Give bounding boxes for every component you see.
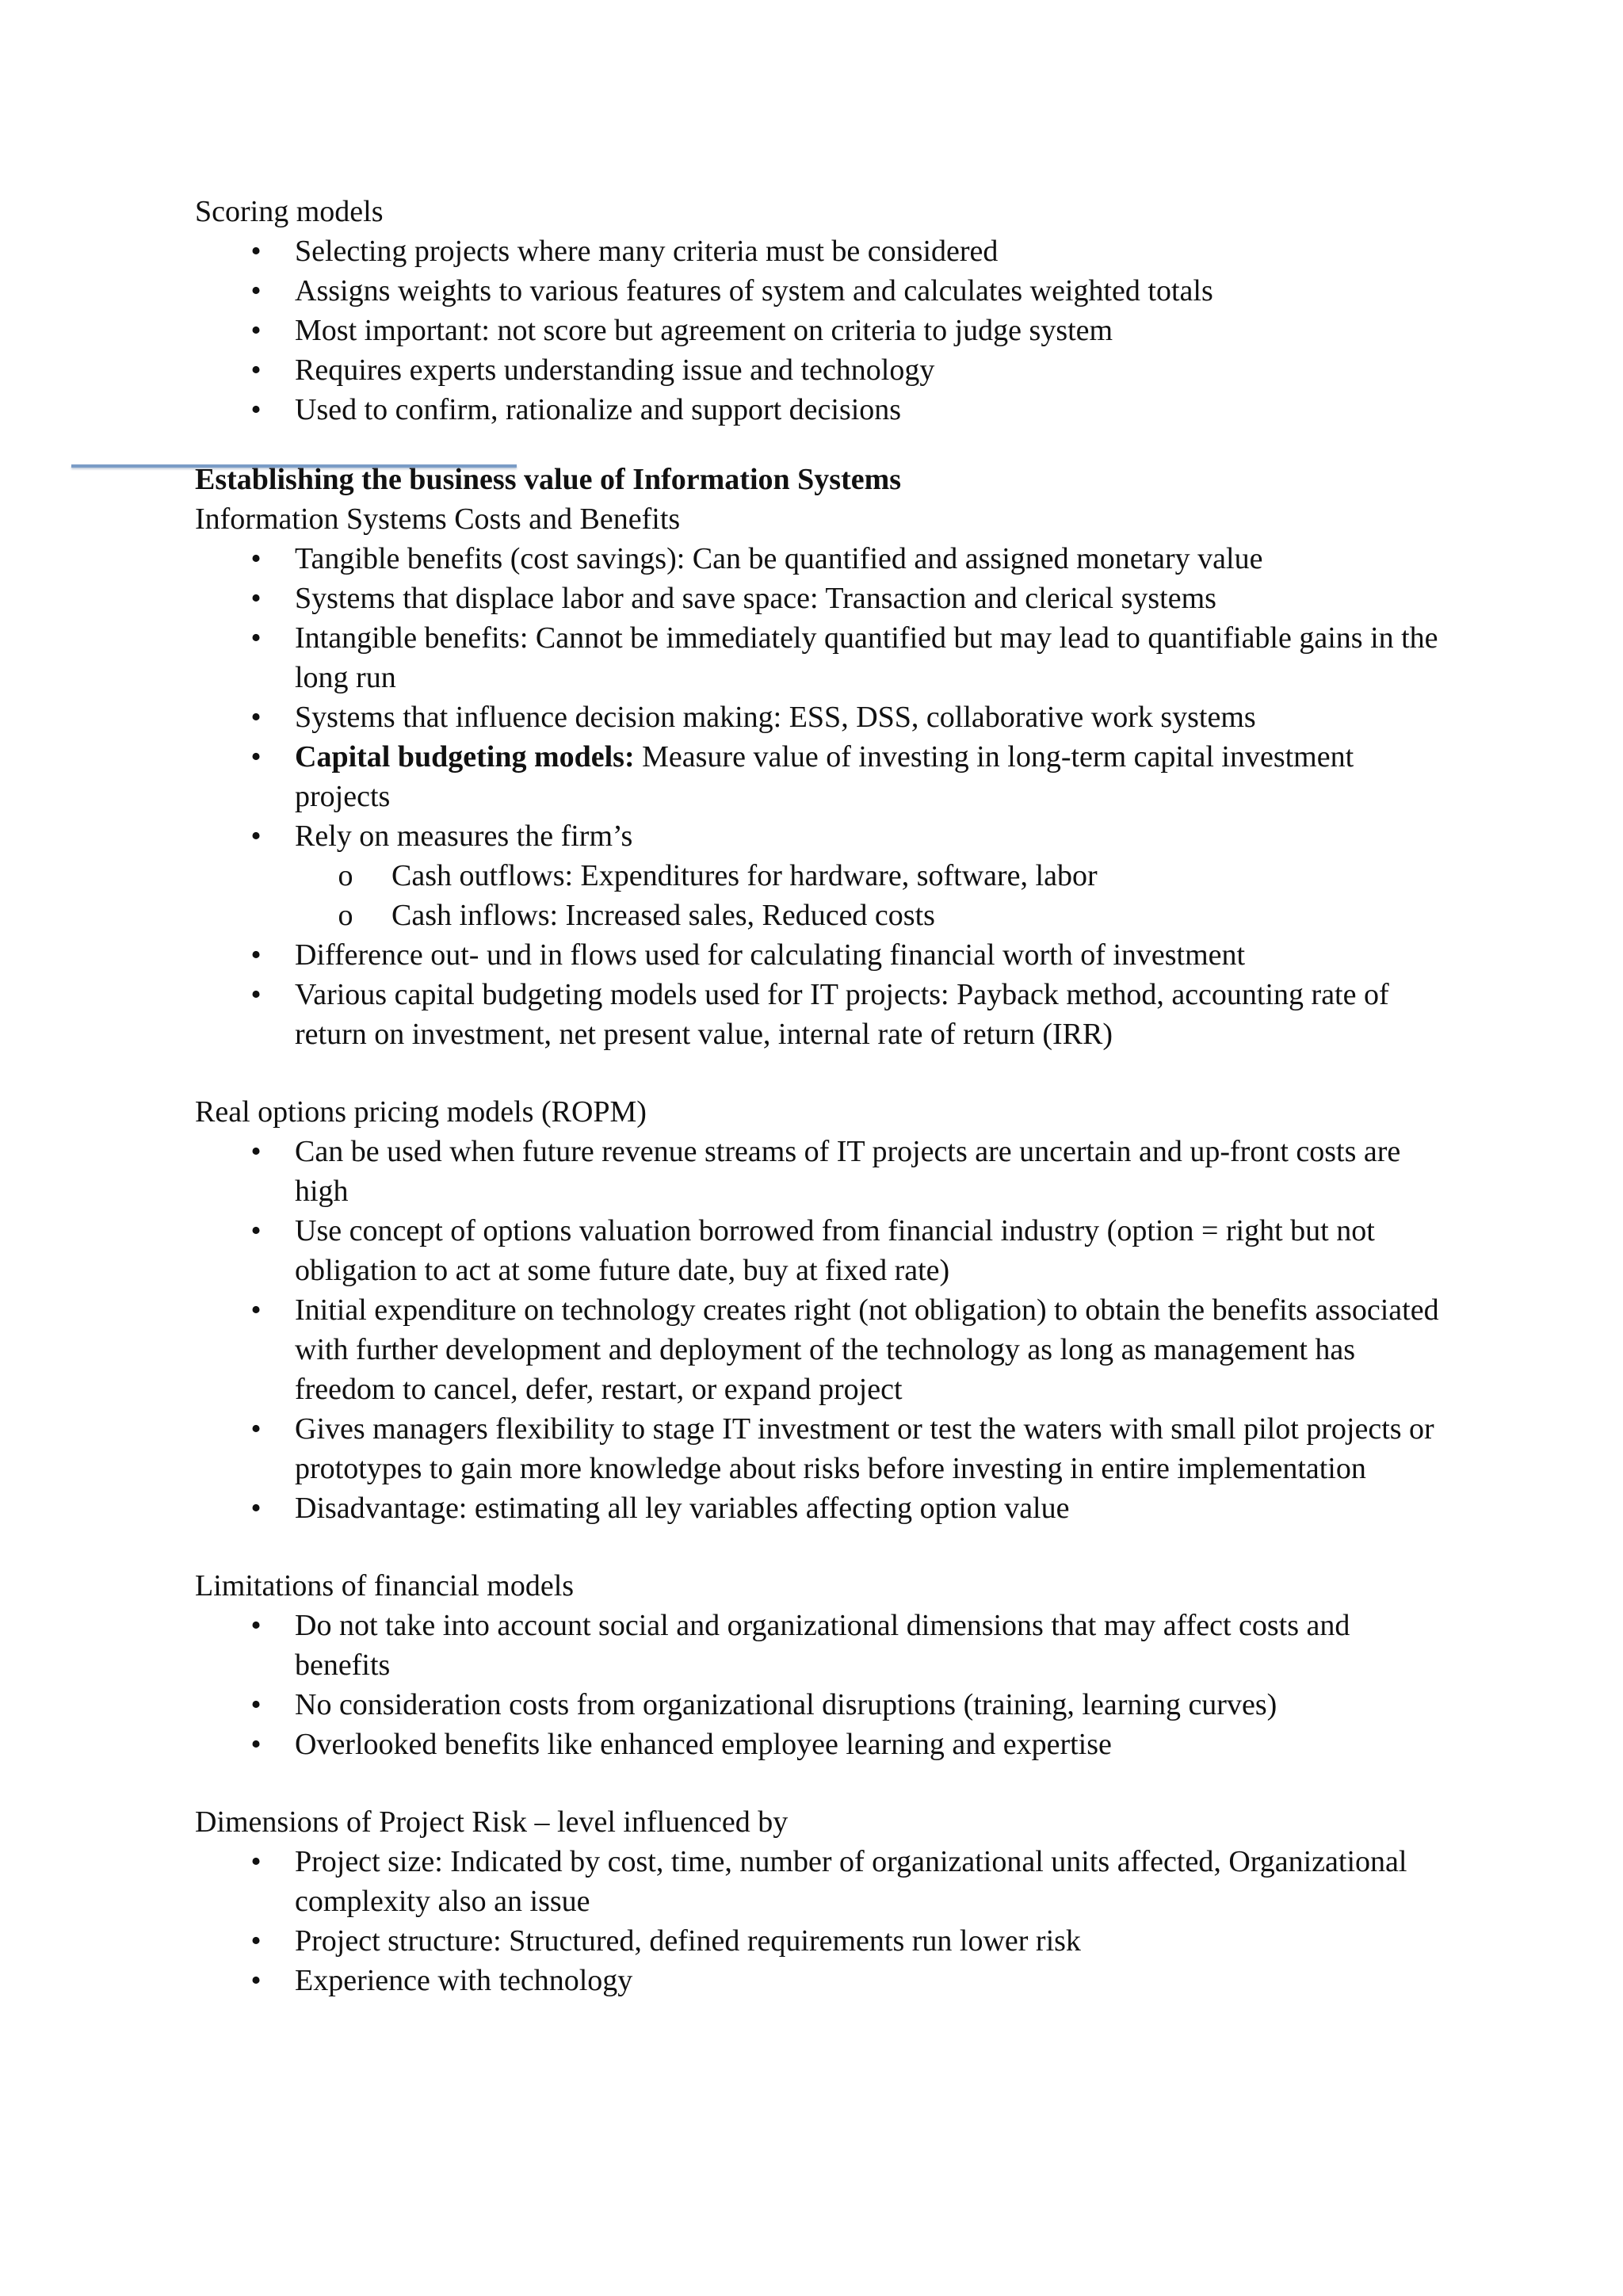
list-item: • Project size: Indicated by cost, time, number of organizational units affected, Organizational complexity also an issue bbox=[195, 1842, 1447, 1921]
bullet-list bbox=[195, 1132, 1447, 1528]
bullet-list bbox=[195, 539, 1447, 856]
list-item: • Use concept of options valuation borrowed from financial industry (option = right but not obligation to act at some future date, buy at fixed rate) bbox=[195, 1211, 1447, 1290]
list-item: • Most important: not score but agreement on criteria to judge system bbox=[195, 311, 1447, 350]
section-project-risk bbox=[195, 1802, 1447, 2000]
section-business-value bbox=[195, 460, 1447, 1054]
sub-bullet-list bbox=[195, 856, 1447, 935]
bullet-icon: • bbox=[250, 353, 262, 387]
list-item: • Do not take into account social and organizational dimensions that may affect costs and benefits bbox=[195, 1606, 1447, 1685]
list-item: • Experience with technology bbox=[195, 1961, 1447, 2000]
spacer bbox=[195, 1764, 1447, 1802]
bullet-list bbox=[195, 935, 1447, 1054]
bullet-icon: • bbox=[250, 1492, 262, 1525]
bullet-icon: • bbox=[250, 393, 262, 426]
section-heading: Scoring models bbox=[195, 195, 384, 228]
sub-list-item: o Cash outflows: Expenditures for hardware, software, labor bbox=[293, 856, 1447, 896]
bullet-icon: • bbox=[250, 740, 262, 774]
bullet-icon: • bbox=[250, 621, 262, 655]
list-item: • Selecting projects where many criteria must be considered bbox=[195, 231, 1447, 271]
bullet-icon: • bbox=[250, 542, 262, 575]
bullet-icon: • bbox=[250, 819, 262, 853]
list-item: • Intangible benefits: Cannot be immediately quantified but may lead to quantifiable gains in the long run bbox=[195, 618, 1447, 697]
section-subheading: Information Systems Costs and Benefits bbox=[195, 502, 681, 536]
bold-term: Capital budgeting models: bbox=[295, 740, 635, 774]
list-item: • Capital budgeting models: Measure value of investing in long-term capital investment projects bbox=[195, 737, 1447, 816]
bullet-icon: • bbox=[250, 978, 262, 1011]
list-item: • Systems that displace labor and save space: Transaction and clerical systems bbox=[195, 579, 1447, 618]
section-heading: Dimensions of Project Risk – level influenced by bbox=[195, 1805, 789, 1839]
section-real-options bbox=[195, 1092, 1447, 1528]
bullet-icon: • bbox=[250, 1609, 262, 1642]
bullet-icon: • bbox=[250, 1964, 262, 1997]
bullet-icon: • bbox=[250, 1688, 262, 1721]
bullet-icon: • bbox=[250, 235, 262, 268]
spacer bbox=[195, 1054, 1447, 1092]
bullet-list bbox=[195, 231, 1447, 430]
bullet-icon: • bbox=[250, 1728, 262, 1761]
bullet-list bbox=[195, 1606, 1447, 1764]
sub-list-item: o Cash inflows: Increased sales, Reduced costs bbox=[293, 896, 1447, 935]
bullet-icon: • bbox=[250, 582, 262, 615]
list-item: • Can be used when future revenue streams of IT projects are uncertain and up-front costs are high bbox=[195, 1132, 1447, 1211]
list-item: • Systems that influence decision making: ESS, DSS, collaborative work systems bbox=[195, 697, 1447, 737]
bullet-icon: • bbox=[250, 314, 262, 347]
section-heading-bold: Establishing the business value of Information Systems bbox=[195, 463, 902, 496]
sub-bullet-icon: o bbox=[338, 859, 353, 892]
list-item: • Requires experts understanding issue and technology bbox=[195, 350, 1447, 390]
list-item: • Assigns weights to various features of system and calculates weighted totals bbox=[195, 271, 1447, 311]
list-item: • Various capital budgeting models used for IT projects: Payback method, accounting rate of return on investment, net present value, internal rate of return (IRR) bbox=[195, 975, 1447, 1054]
section-scoring-models bbox=[195, 192, 1447, 430]
spacer bbox=[195, 1528, 1447, 1566]
list-item: • Rely on measures the firm’s bbox=[195, 816, 1447, 856]
sub-bullet-icon: o bbox=[338, 899, 353, 932]
list-item: • Initial expenditure on technology creates right (not obligation) to obtain the benefits associated with further development and deployment of the technology as long as management has freedom to cancel, defer, restart, or expand project bbox=[195, 1290, 1447, 1409]
list-item: • Tangible benefits (cost savings): Can be quantified and assigned monetary value bbox=[195, 539, 1447, 579]
list-item: • No consideration costs from organizational disruptions (training, learning curves) bbox=[195, 1685, 1447, 1725]
list-item: • Gives managers flexibility to stage IT investment or test the waters with small pilot projects or prototypes to gain more knowledge about risks before investing in entire implementation bbox=[195, 1409, 1447, 1488]
bullet-icon: • bbox=[250, 1293, 262, 1327]
list-item: • Disadvantage: estimating all ley variables affecting option value bbox=[195, 1488, 1447, 1528]
sub-bullet-wrapper bbox=[195, 856, 1447, 935]
section-heading: Limitations of financial models bbox=[195, 1569, 575, 1603]
bullet-icon: • bbox=[250, 1845, 262, 1878]
bullet-icon: • bbox=[250, 1214, 262, 1247]
bullet-icon: • bbox=[250, 701, 262, 734]
bullet-icon: • bbox=[250, 1924, 262, 1958]
bullet-list bbox=[195, 1842, 1447, 2000]
section-heading: Real options pricing models (ROPM) bbox=[195, 1095, 647, 1129]
list-item: • Difference out- und in flows used for calculating financial worth of investment bbox=[195, 935, 1447, 975]
section-limitations bbox=[195, 1566, 1447, 1764]
bullet-icon: • bbox=[250, 274, 262, 308]
bullet-icon: • bbox=[250, 1135, 262, 1168]
bullet-icon: • bbox=[250, 938, 262, 972]
document-body bbox=[195, 192, 1447, 2000]
list-item: • Used to confirm, rationalize and support decisions bbox=[195, 390, 1447, 430]
list-item: • Project structure: Structured, defined requirements run lower risk bbox=[195, 1921, 1447, 1961]
list-item: • Overlooked benefits like enhanced employee learning and expertise bbox=[195, 1725, 1447, 1764]
bullet-icon: • bbox=[250, 1412, 262, 1446]
